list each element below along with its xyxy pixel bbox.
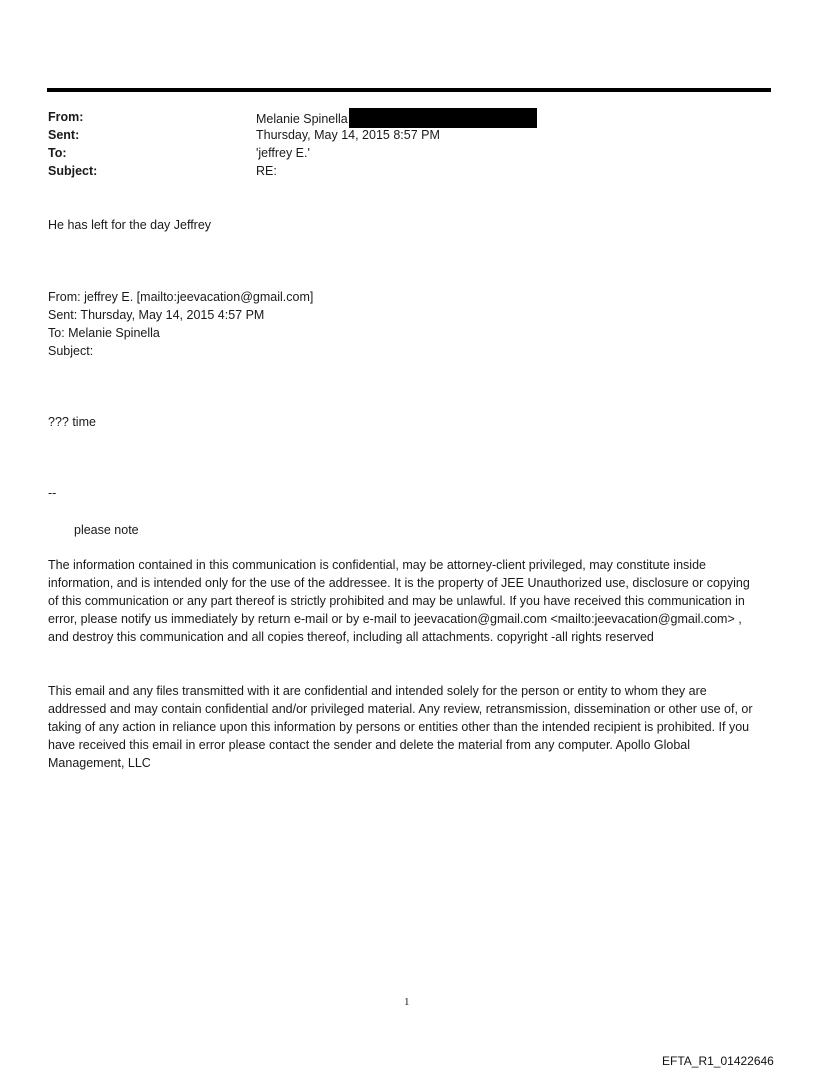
from-label: From: bbox=[48, 110, 84, 124]
to-label: To: bbox=[48, 146, 67, 160]
quoted-sent-line: Sent: Thursday, May 14, 2015 4:57 PM bbox=[48, 308, 265, 322]
quoted-body: ??? time bbox=[48, 415, 96, 429]
quoted-to-line: To: Melanie Spinella bbox=[48, 326, 160, 340]
quoted-subject-line: Subject: bbox=[48, 344, 94, 358]
page-number: 1 bbox=[404, 996, 410, 1008]
reply-body: He has left for the day Jeffrey bbox=[48, 218, 212, 232]
from-value bbox=[256, 108, 537, 128]
subject-label: Subject: bbox=[48, 164, 98, 178]
from-name: Melanie Spinella bbox=[256, 112, 348, 126]
subject-value: RE: bbox=[256, 164, 277, 178]
sent-label: Sent: bbox=[48, 128, 80, 142]
quoted-from-line: From: jeffrey E. [mailto:jeevacation@gmail.com] bbox=[48, 290, 314, 304]
redaction-box bbox=[349, 108, 537, 128]
confidentiality-paragraph: This email and any files transmitted with it are confidential and intended solely for the person or entity to whom they are addressed and may contain confidential and/or privileged material. Any review, retransmission, dissemination or other use of, or taking of any action in reliance upon this information by persons or entities other than the intended recipient is prohibited. If you have received this email in error please contact the sender and delete the material from any computer. Apollo Global Management, LLC bbox=[48, 684, 753, 770]
sent-value: Thursday, May 14, 2015 8:57 PM bbox=[256, 128, 440, 142]
header-rule bbox=[47, 88, 771, 92]
note-heading: please note bbox=[74, 523, 139, 537]
signature-separator: -- bbox=[48, 486, 57, 500]
to-value: 'jeffrey E.' bbox=[256, 146, 310, 160]
disclaimer-paragraph: The information contained in this communication is confidential, may be attorney-client privileged, may constitute inside information, and is intended only for the use of the addressee. It is the property of JEE Unauthorized use, disclosure or copying of this communication or any part thereof is strictly prohibited and may be unlawful. If you have received this communication in error, please notify us immediately by return e-mail or by e-mail to jeevacation@gmail.com <mailto:jeevacation@gmail.com> , and destroy this communication and all copies thereof, including all attachments. copyright -all rights reserved bbox=[48, 558, 750, 644]
document-id: EFTA_R1_01422646 bbox=[662, 1054, 774, 1068]
